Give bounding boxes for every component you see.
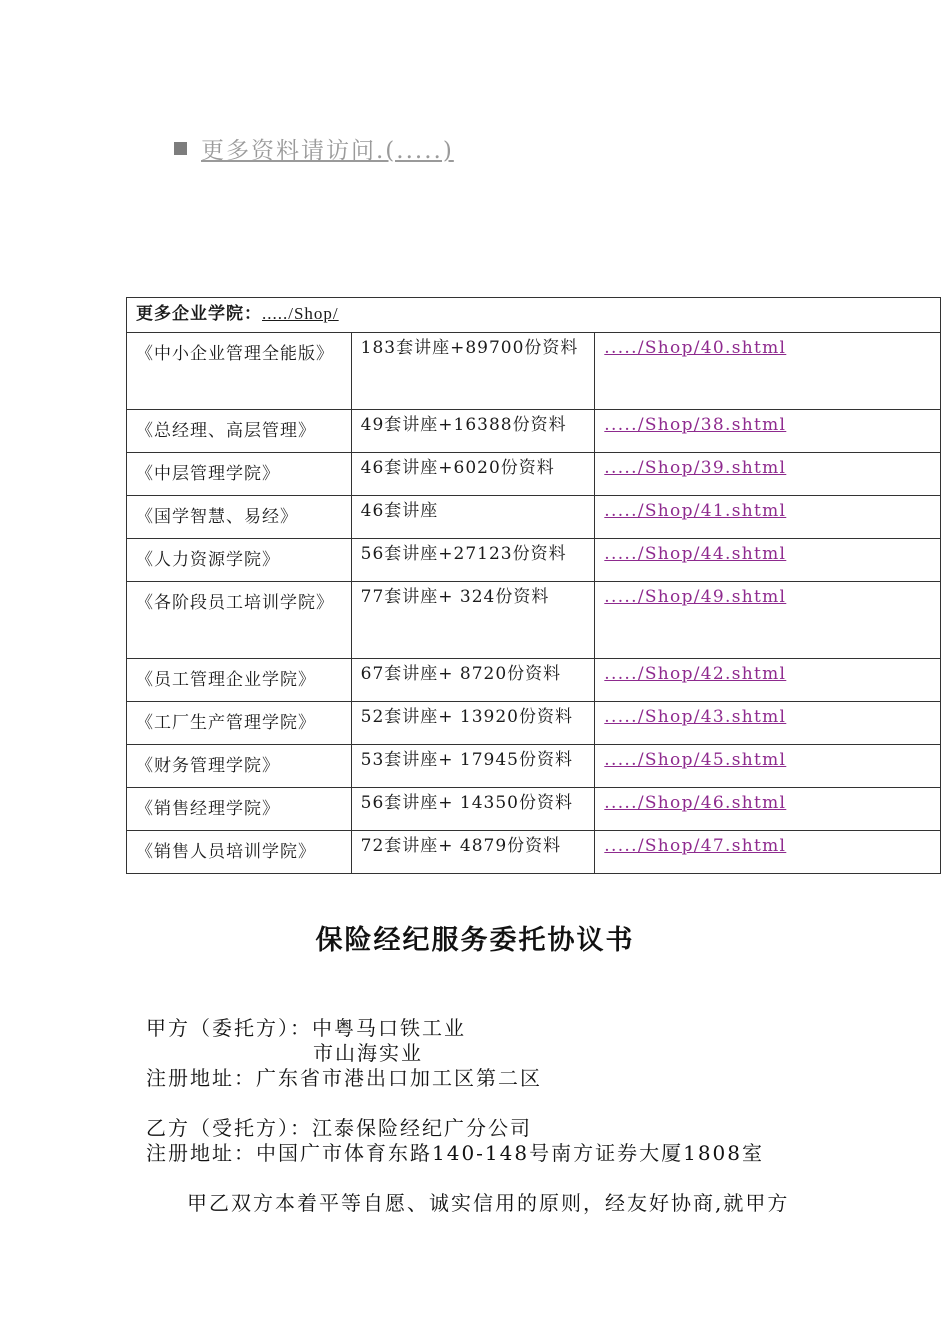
course-content: 46套讲座 xyxy=(351,496,595,539)
table-row xyxy=(127,745,941,788)
shop-link[interactable]: ...../Shop/42.shtml xyxy=(604,664,787,684)
party-a-line: 甲方（委托方）：中粤马口铁工业 xyxy=(146,1016,466,1040)
course-name: 《销售人员培训学院》 xyxy=(127,831,352,874)
shop-link[interactable]: ...../Shop/45.shtml xyxy=(604,750,787,770)
course-content: 72套讲座+ 4879份资料 xyxy=(351,831,595,874)
shop-link[interactable]: ...../Shop/38.shtml xyxy=(604,415,787,435)
table-row xyxy=(127,410,941,453)
course-name: 《财务管理学院》 xyxy=(127,745,352,788)
table-row xyxy=(127,702,941,745)
course-name: 《工厂生产管理学院》 xyxy=(127,702,352,745)
party-a-line-continued: 市山海实业 xyxy=(313,1041,423,1065)
shop-link[interactable]: ...../Shop/41.shtml xyxy=(604,501,787,521)
table-row xyxy=(127,788,941,831)
catalog-header-link[interactable]: ...../Shop/ xyxy=(262,304,339,323)
more-resources-line xyxy=(174,132,454,165)
course-name: 《人力资源学院》 xyxy=(127,539,352,582)
table-row xyxy=(127,582,941,659)
table-row xyxy=(127,496,941,539)
shop-link[interactable]: ...../Shop/44.shtml xyxy=(604,544,787,564)
course-content: 183套讲座+89700份资料 xyxy=(351,333,595,410)
course-content: 77套讲座+ 324份资料 xyxy=(351,582,595,659)
table-row xyxy=(127,453,941,496)
catalog-header-row xyxy=(127,298,941,333)
shop-link[interactable]: ...../Shop/43.shtml xyxy=(604,707,787,727)
shop-link[interactable]: ...../Shop/40.shtml xyxy=(604,338,787,358)
course-content: 49套讲座+16388份资料 xyxy=(351,410,595,453)
course-name: 《员工管理企业学院》 xyxy=(127,659,352,702)
course-content: 56套讲座+27123份资料 xyxy=(351,539,595,582)
course-name: 《中层管理学院》 xyxy=(127,453,352,496)
document-title: 保险经纪服务委托协议书 xyxy=(315,925,635,956)
party-b-address: 注册地址：中国广市体育东路140-148号南方证券大厦1808室 xyxy=(146,1141,765,1165)
shop-link[interactable]: ...../Shop/39.shtml xyxy=(604,458,787,478)
course-name: 《各阶段员工培训学院》 xyxy=(127,582,352,659)
party-a-address: 注册地址：广东省市港出口加工区第二区 xyxy=(146,1066,542,1090)
shop-link[interactable]: ...../Shop/49.shtml xyxy=(604,587,787,607)
course-content: 52套讲座+ 13920份资料 xyxy=(351,702,595,745)
party-b-line: 乙方（受托方）：江泰保险经纪广分公司 xyxy=(146,1116,532,1140)
catalog-header-cell xyxy=(127,298,941,333)
course-name: 《销售经理学院》 xyxy=(127,788,352,831)
course-name: 《总经理、高层管理》 xyxy=(127,410,352,453)
course-content: 46套讲座+6020份资料 xyxy=(351,453,595,496)
more-resources-link[interactable]: 更多资料请访问.(.....) xyxy=(201,138,454,164)
catalog-table xyxy=(126,297,941,874)
course-content: 53套讲座+ 17945份资料 xyxy=(351,745,595,788)
course-content: 67套讲座+ 8720份资料 xyxy=(351,659,595,702)
shop-link[interactable]: ...../Shop/46.shtml xyxy=(604,793,787,813)
shop-link[interactable]: ...../Shop/47.shtml xyxy=(604,836,787,856)
square-bullet-icon xyxy=(174,142,187,155)
agreement-paragraph: 甲乙双方本着平等自愿、诚实信用的原则，经友好协商,就甲方 xyxy=(187,1191,790,1215)
course-name: 《国学智慧、易经》 xyxy=(127,496,352,539)
course-name: 《中小企业管理全能版》 xyxy=(127,333,352,410)
catalog-header-label: 更多企业学院： xyxy=(136,304,262,324)
course-content: 56套讲座+ 14350份资料 xyxy=(351,788,595,831)
table-row xyxy=(127,539,941,582)
table-row xyxy=(127,659,941,702)
table-row xyxy=(127,333,941,410)
table-row xyxy=(127,831,941,874)
